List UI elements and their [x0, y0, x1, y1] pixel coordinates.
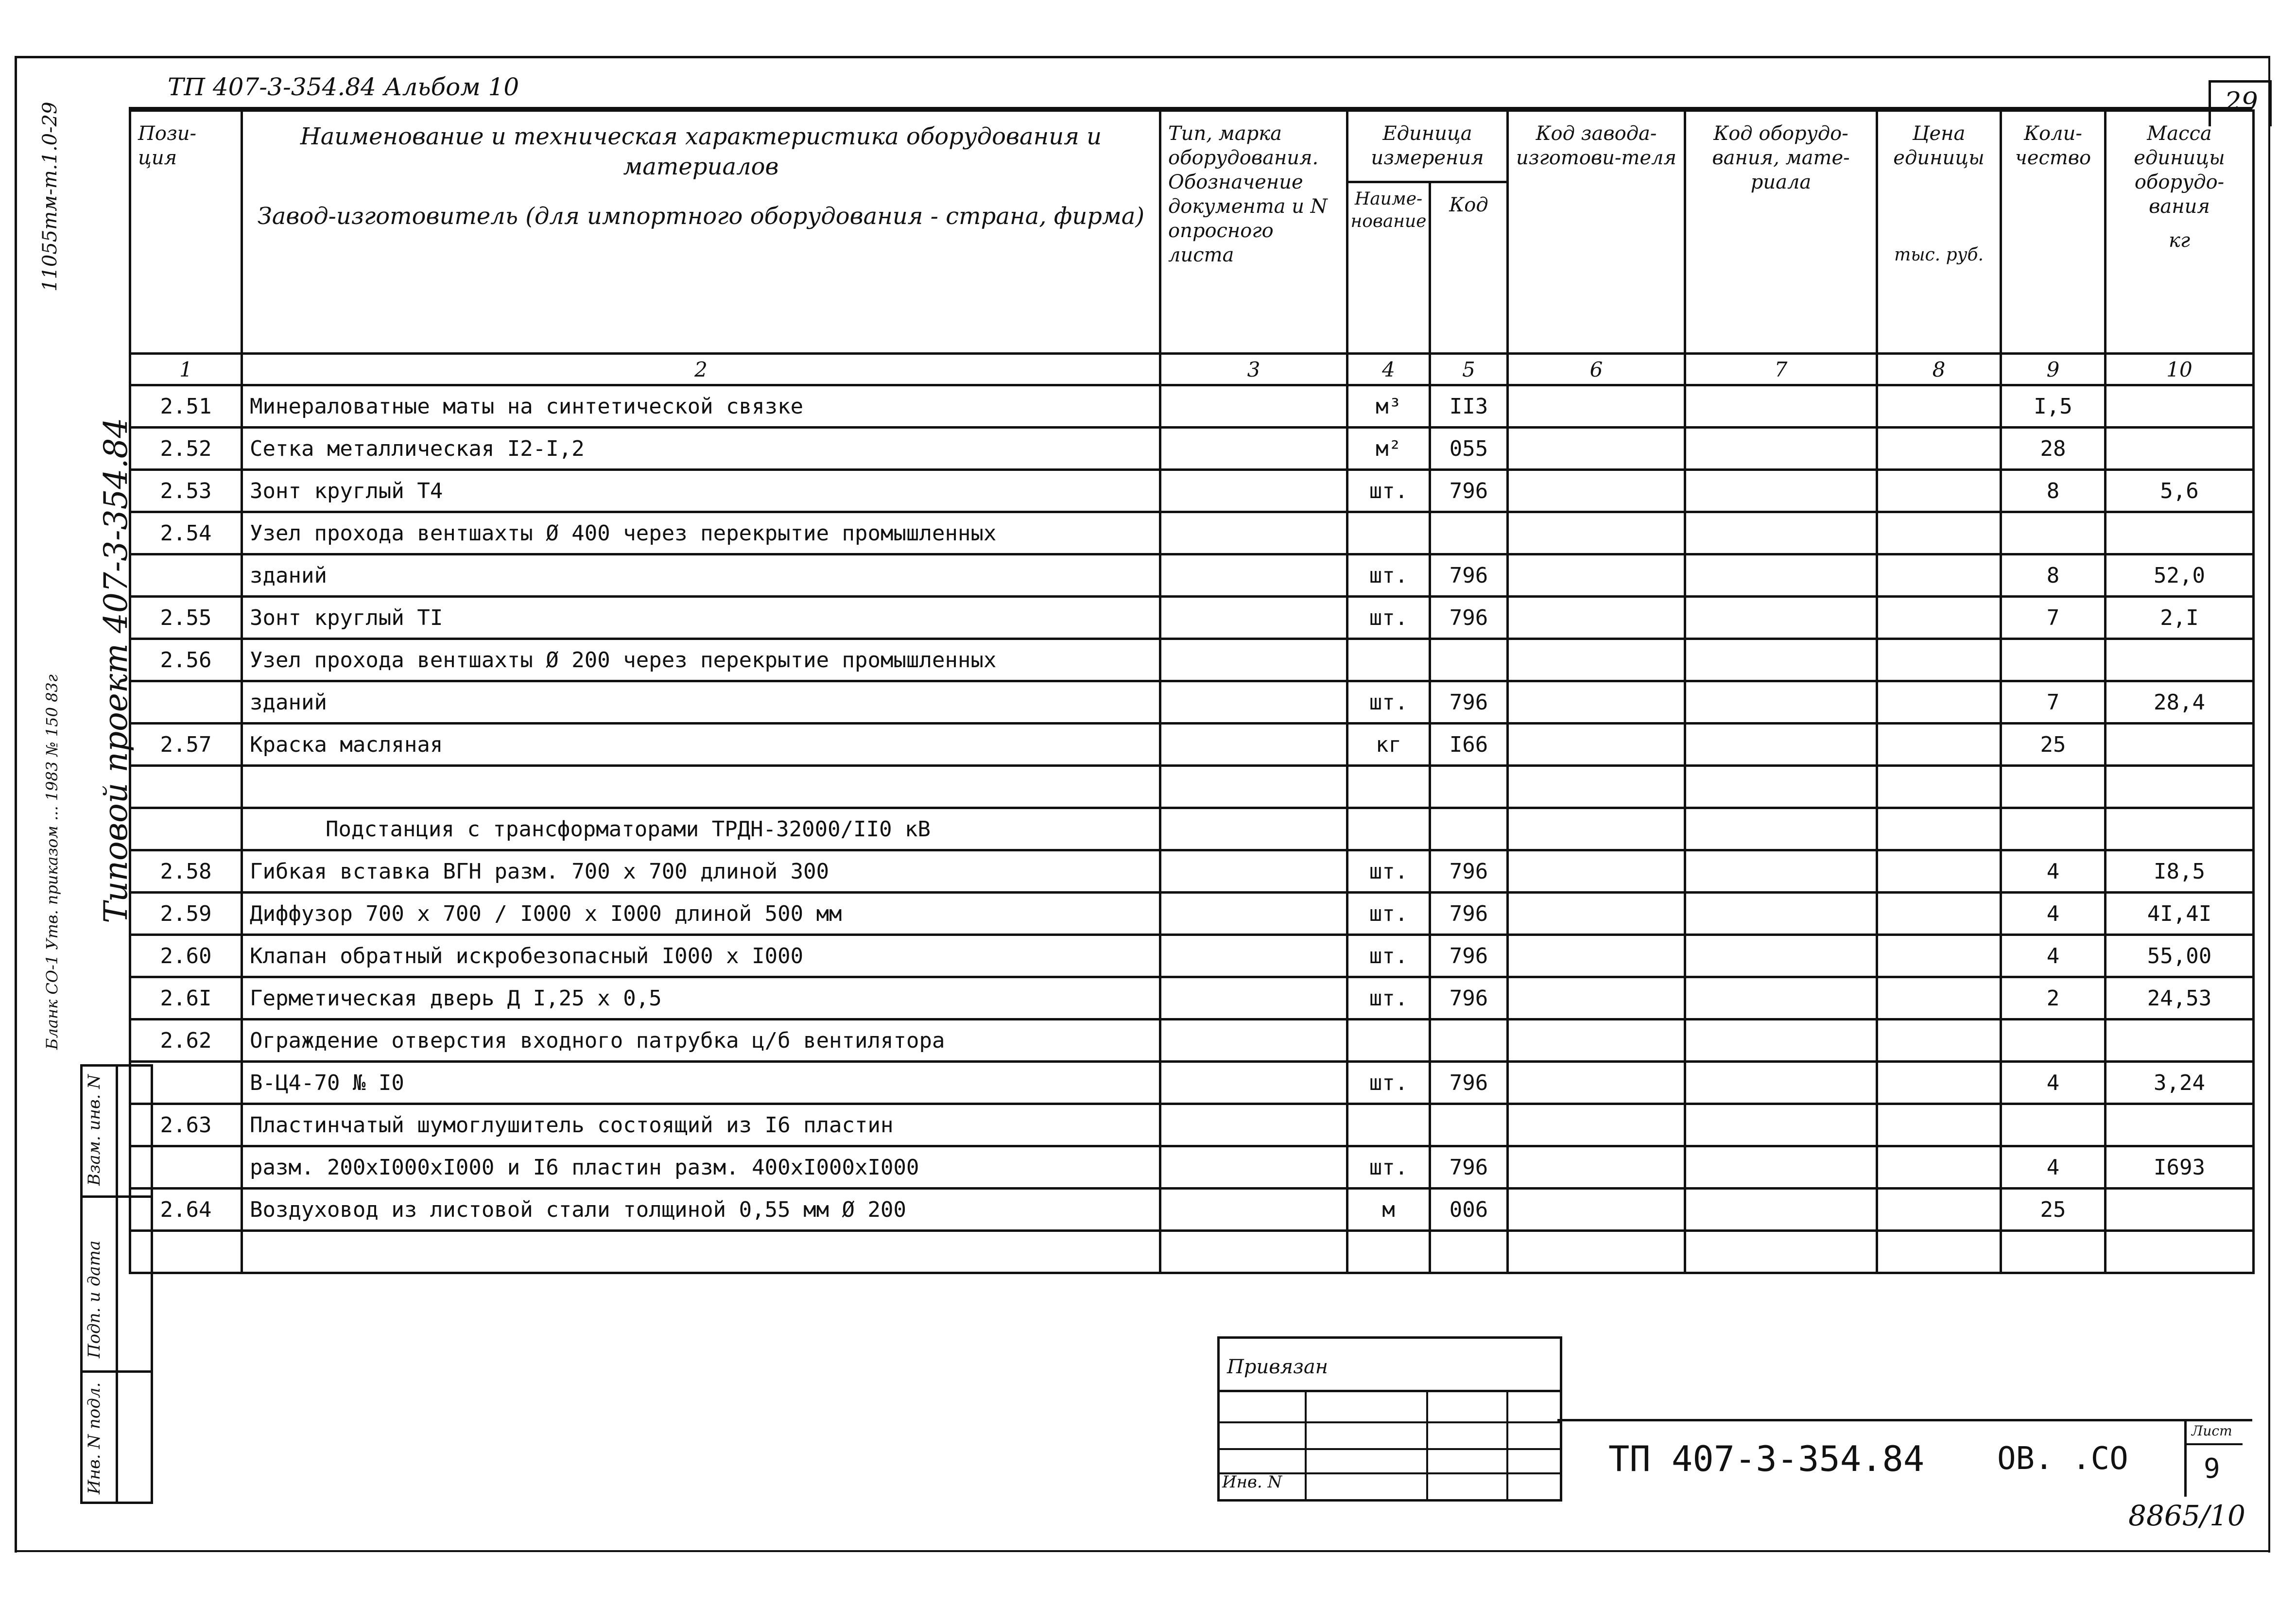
frame-right: [2268, 56, 2270, 1553]
row-equip-code: [1685, 1104, 1877, 1146]
row-plant-code: [1508, 1104, 1685, 1146]
row-qty: 4: [2001, 1146, 2106, 1189]
col-mass-header: [2106, 111, 2254, 354]
row-position: 2.64: [130, 1189, 242, 1231]
row-price: [1877, 1062, 2001, 1104]
row-position: [130, 681, 242, 724]
row-type: [1160, 893, 1347, 935]
stamp-col-2: [1426, 1390, 1428, 1499]
row-qty: 28: [2001, 428, 2106, 470]
table-row: [130, 893, 2254, 935]
side-label-1: Взам. инв. N: [85, 1074, 104, 1186]
side-code: 11055тм-т.1.0-29: [39, 102, 61, 292]
col-name-header: [242, 111, 1160, 354]
row-mass: I693: [2106, 1146, 2254, 1189]
row-mass: [2106, 1189, 2254, 1231]
row-equip-code: [1685, 766, 1877, 808]
row-unit: кг: [1347, 724, 1430, 766]
row-unit: шт.: [1347, 850, 1430, 893]
row-plant-code: [1508, 681, 1685, 724]
row-plant-code: [1508, 1019, 1685, 1062]
row-price: [1877, 639, 2001, 681]
table-row: [130, 597, 2254, 639]
row-unit: [1347, 1231, 1430, 1273]
row-equip-code: [1685, 597, 1877, 639]
col-number: 5: [1430, 354, 1508, 385]
row-unit: шт.: [1347, 597, 1430, 639]
row-mass: [2106, 385, 2254, 428]
row-equip-code: [1685, 385, 1877, 428]
row-qty: 2: [2001, 977, 2106, 1019]
row-type: [1160, 554, 1347, 597]
row-position: 2.59: [130, 893, 242, 935]
row-mass: 55,00: [2106, 935, 2254, 977]
row-unit-code: [1430, 766, 1508, 808]
row-name: В-Ц4-70 № I0: [242, 1062, 1160, 1104]
spec-table: [129, 109, 2255, 1274]
row-qty: 4: [2001, 850, 2106, 893]
row-price: [1877, 385, 2001, 428]
row-position: 2.58: [130, 850, 242, 893]
col-price-header: [1877, 111, 2001, 354]
row-unit-code: 796: [1430, 935, 1508, 977]
row-unit-code: [1430, 808, 1508, 850]
row-unit: шт.: [1347, 893, 1430, 935]
row-qty: [2001, 766, 2106, 808]
row-price: [1877, 597, 2001, 639]
row-unit: [1347, 1019, 1430, 1062]
row-unit-code: 796: [1430, 470, 1508, 512]
col-unit-name: Наиме-нование: [1347, 182, 1430, 354]
row-price: [1877, 428, 2001, 470]
row-type: [1160, 1104, 1347, 1146]
row-type: [1160, 639, 1347, 681]
row-position: [130, 1146, 242, 1189]
row-price: [1877, 1189, 2001, 1231]
row-unit-code: [1430, 1019, 1508, 1062]
sheet-label: Лист: [2192, 1423, 2232, 1439]
row-name: Краска масляная: [242, 724, 1160, 766]
row-qty: 4: [2001, 893, 2106, 935]
row-equip-code: [1685, 1231, 1877, 1273]
col-number: 4: [1347, 354, 1430, 385]
row-position: [130, 1062, 242, 1104]
row-plant-code: [1508, 935, 1685, 977]
row-unit-code: 796: [1430, 977, 1508, 1019]
row-price: [1877, 893, 2001, 935]
row-type: [1160, 935, 1347, 977]
row-name: Зонт круглый ТI: [242, 597, 1160, 639]
row-mass: 3,24: [2106, 1062, 2254, 1104]
stamp-line-1: [1217, 1390, 1560, 1392]
row-type: [1160, 428, 1347, 470]
row-plant-code: [1508, 512, 1685, 554]
side-label-3: Инв. N подл.: [85, 1382, 104, 1494]
table-row: [130, 724, 2254, 766]
top-code: ТП 407-3-354.84 Альбом 10: [168, 73, 519, 101]
row-unit-code: 796: [1430, 893, 1508, 935]
col-number: 3: [1160, 354, 1347, 385]
col-type-header: Тип, марка оборудования. Обозначение документа и N опросного листа: [1160, 111, 1347, 354]
row-mass: 52,0: [2106, 554, 2254, 597]
col-number: 10: [2106, 354, 2254, 385]
row-plant-code: [1508, 850, 1685, 893]
row-name: Герметическая дверь Д I,25 х 0,5: [242, 977, 1160, 1019]
row-type: [1160, 1062, 1347, 1104]
row-unit: [1347, 1104, 1430, 1146]
row-position: 2.54: [130, 512, 242, 554]
row-unit: [1347, 766, 1430, 808]
row-qty: [2001, 639, 2106, 681]
table-row: [130, 1104, 2254, 1146]
frame-left: [15, 56, 17, 1553]
table-row: [130, 1062, 2254, 1104]
col-number: 8: [1877, 354, 2001, 385]
col-name-line1: Наименование и техническая характеристика оборудования и материалов: [300, 123, 1102, 180]
table-row: [130, 385, 2254, 428]
row-qty: 7: [2001, 681, 2106, 724]
row-position: 2.52: [130, 428, 242, 470]
table-row: [130, 512, 2254, 554]
row-price: [1877, 850, 2001, 893]
row-unit: шт.: [1347, 470, 1430, 512]
row-unit: шт.: [1347, 1062, 1430, 1104]
row-name: Зонт круглый Т4: [242, 470, 1160, 512]
page-number: 29: [2225, 86, 2258, 117]
table-row: [130, 850, 2254, 893]
row-unit-code: [1430, 639, 1508, 681]
row-name: Клапан обратный искробезопасный I000 х I000: [242, 935, 1160, 977]
row-type: [1160, 850, 1347, 893]
row-qty: 4: [2001, 935, 2106, 977]
row-price: [1877, 470, 2001, 512]
row-unit-code: 796: [1430, 850, 1508, 893]
col-number: 6: [1508, 354, 1685, 385]
row-qty: [2001, 1231, 2106, 1273]
row-position: [130, 1231, 242, 1273]
row-equip-code: [1685, 428, 1877, 470]
row-plant-code: [1508, 766, 1685, 808]
table-row: [130, 1019, 2254, 1062]
row-name: Узел прохода вентшахты Ø 400 через перекрытие промышленных: [242, 512, 1160, 554]
bottom-code: 8865/10: [2128, 1499, 2245, 1532]
title-block-top: [1557, 1419, 2252, 1421]
side-label-2: Подп. и дата: [85, 1240, 104, 1358]
row-qty: 8: [2001, 554, 2106, 597]
frame-bottom: [15, 1550, 2269, 1552]
row-mass: 28,4: [2106, 681, 2254, 724]
sheet-number: 9: [2204, 1453, 2220, 1485]
row-plant-code: [1508, 639, 1685, 681]
row-equip-code: [1685, 554, 1877, 597]
row-mass: [2106, 1231, 2254, 1273]
table-row: [130, 470, 2254, 512]
row-equip-code: [1685, 639, 1877, 681]
table-row: [130, 808, 2254, 850]
table-row: [130, 1189, 2254, 1231]
row-mass: [2106, 1104, 2254, 1146]
col-plant-header: Код завода-изготови-теля: [1508, 111, 1685, 354]
row-price: [1877, 554, 2001, 597]
row-price: [1877, 724, 2001, 766]
row-position: [130, 808, 242, 850]
table-row: [130, 935, 2254, 977]
row-name: Узел прохода вентшахты Ø 200 через перекрытие промышленных: [242, 639, 1160, 681]
row-equip-code: [1685, 977, 1877, 1019]
row-name: Подстанция с трансформаторами ТРДН-32000/II0 кВ: [242, 808, 1160, 850]
row-name: [242, 766, 1160, 808]
col-qty-header: Коли-чество: [2001, 111, 2106, 354]
row-qty: [2001, 512, 2106, 554]
row-price: [1877, 766, 2001, 808]
table-row: [130, 766, 2254, 808]
row-qty: 4: [2001, 1062, 2106, 1104]
row-position: [130, 766, 242, 808]
row-type: [1160, 681, 1347, 724]
col-name-line2: Завод-изготовитель (для импортного оборудования - страна, фирма): [257, 203, 1145, 230]
row-equip-code: [1685, 850, 1877, 893]
col-unit-group: Единица измерения: [1347, 111, 1508, 182]
row-unit-code: II3: [1430, 385, 1508, 428]
row-type: [1160, 1146, 1347, 1189]
inv-label: Инв. N: [1222, 1472, 1282, 1492]
row-plant-code: [1508, 977, 1685, 1019]
col-unit-code: Код: [1430, 182, 1508, 354]
row-unit: [1347, 512, 1430, 554]
row-mass: [2106, 808, 2254, 850]
row-mass: 5,6: [2106, 470, 2254, 512]
row-mass: 24,53: [2106, 977, 2254, 1019]
col-number: 7: [1685, 354, 1877, 385]
row-unit-code: 796: [1430, 554, 1508, 597]
col-pos-header: Пози-ция: [130, 111, 242, 354]
row-plant-code: [1508, 724, 1685, 766]
row-unit: м³: [1347, 385, 1430, 428]
row-plant-code: [1508, 1189, 1685, 1231]
row-unit-code: I66: [1430, 724, 1508, 766]
row-qty: [2001, 1019, 2106, 1062]
row-price: [1877, 512, 2001, 554]
row-type: [1160, 1231, 1347, 1273]
row-unit-code: 796: [1430, 681, 1508, 724]
row-equip-code: [1685, 724, 1877, 766]
col-price-title: Цена единицы: [1893, 122, 1985, 169]
row-mass: [2106, 428, 2254, 470]
stamp-line-3: [1217, 1448, 1560, 1450]
row-plant-code: [1508, 597, 1685, 639]
row-equip-code: [1685, 1189, 1877, 1231]
row-mass: [2106, 724, 2254, 766]
side-stamp-row2: [80, 1370, 151, 1373]
row-equip-code: [1685, 808, 1877, 850]
row-position: [130, 554, 242, 597]
row-price: [1877, 1019, 2001, 1062]
table-row: [130, 681, 2254, 724]
row-unit: [1347, 808, 1430, 850]
col-equip-header: Код оборудо-вания, мате-риала: [1685, 111, 1877, 354]
row-name: Сетка металлическая I2-I,2: [242, 428, 1160, 470]
row-equip-code: [1685, 893, 1877, 935]
row-name: Минераловатные маты на синтетической связке: [242, 385, 1160, 428]
title-code: ТП 407-3-354.84: [1608, 1438, 1925, 1479]
row-qty: 25: [2001, 724, 2106, 766]
row-name: зданий: [242, 554, 1160, 597]
row-type: [1160, 724, 1347, 766]
col-number: 2: [242, 354, 1160, 385]
col-mass-title: Масса единицы оборудо-вания: [2134, 122, 2225, 218]
row-equip-code: [1685, 1019, 1877, 1062]
row-unit: шт.: [1347, 681, 1430, 724]
row-plant-code: [1508, 1062, 1685, 1104]
row-name: зданий: [242, 681, 1160, 724]
row-type: [1160, 1189, 1347, 1231]
row-name: [242, 1231, 1160, 1273]
row-type: [1160, 512, 1347, 554]
row-price: [1877, 935, 2001, 977]
row-price: [1877, 1231, 2001, 1273]
row-unit-code: 006: [1430, 1189, 1508, 1231]
row-position: 2.56: [130, 639, 242, 681]
row-unit-code: 796: [1430, 597, 1508, 639]
row-name: Диффузор 700 х 700 / I000 х I000 длиной 500 мм: [242, 893, 1160, 935]
row-unit: [1347, 639, 1430, 681]
bound-label: Привязан: [1227, 1356, 1329, 1378]
table-row: [130, 639, 2254, 681]
frame-top: [15, 56, 2269, 58]
row-equip-code: [1685, 1146, 1877, 1189]
row-qty: 25: [2001, 1189, 2106, 1231]
side-project: Типовой проект 407-3-354.84: [97, 417, 135, 923]
table-row: [130, 977, 2254, 1019]
row-name: Пластинчатый шумоглушитель состоящий из I6 пластин: [242, 1104, 1160, 1146]
row-mass: I8,5: [2106, 850, 2254, 893]
row-position: 2.55: [130, 597, 242, 639]
col-number: 1: [130, 354, 242, 385]
row-unit: м²: [1347, 428, 1430, 470]
col-mass-unit: кг: [2168, 229, 2191, 252]
row-name: Ограждение отверстия входного патрубка ц/б вентилятора: [242, 1019, 1160, 1062]
table-row: [130, 428, 2254, 470]
row-plant-code: [1508, 893, 1685, 935]
row-name: Гибкая вставка ВГН разм. 700 х 700 длиной 300: [242, 850, 1160, 893]
row-unit: шт.: [1347, 977, 1430, 1019]
row-mass: [2106, 1019, 2254, 1062]
row-position: 2.57: [130, 724, 242, 766]
row-mass: 2,I: [2106, 597, 2254, 639]
row-qty: [2001, 808, 2106, 850]
row-mass: [2106, 639, 2254, 681]
row-equip-code: [1685, 681, 1877, 724]
table-row: [130, 1146, 2254, 1189]
title-suffix: ОВ. .СО: [1997, 1441, 2128, 1477]
row-price: [1877, 808, 2001, 850]
row-type: [1160, 385, 1347, 428]
row-mass: [2106, 766, 2254, 808]
side-stamp-col: [116, 1064, 118, 1502]
row-unit-code: [1430, 512, 1508, 554]
row-price: [1877, 977, 2001, 1019]
row-qty: I,5: [2001, 385, 2106, 428]
row-plant-code: [1508, 808, 1685, 850]
row-plant-code: [1508, 554, 1685, 597]
stamp-line-2: [1217, 1421, 1560, 1423]
row-unit-code: [1430, 1231, 1508, 1273]
row-unit-code: 055: [1430, 428, 1508, 470]
row-price: [1877, 681, 2001, 724]
row-type: [1160, 808, 1347, 850]
row-unit: шт.: [1347, 935, 1430, 977]
col-number: 9: [2001, 354, 2106, 385]
row-name: Воздуховод из листовой стали толщиной 0,55 мм Ø 200: [242, 1189, 1160, 1231]
row-equip-code: [1685, 512, 1877, 554]
stamp-col-1: [1305, 1390, 1307, 1499]
row-position: 2.53: [130, 470, 242, 512]
table-row: [130, 554, 2254, 597]
row-plant-code: [1508, 1146, 1685, 1189]
row-unit: шт.: [1347, 1146, 1430, 1189]
row-qty: 7: [2001, 597, 2106, 639]
row-equip-code: [1685, 470, 1877, 512]
row-position: 2.63: [130, 1104, 242, 1146]
sheet-box-line: [2184, 1443, 2243, 1445]
row-plant-code: [1508, 1231, 1685, 1273]
row-unit: шт.: [1347, 554, 1430, 597]
row-position: 2.51: [130, 385, 242, 428]
row-mass: 4I,4I: [2106, 893, 2254, 935]
row-position: 2.60: [130, 935, 242, 977]
row-qty: [2001, 1104, 2106, 1146]
row-qty: 8: [2001, 470, 2106, 512]
row-unit: м: [1347, 1189, 1430, 1231]
row-plant-code: [1508, 470, 1685, 512]
row-plant-code: [1508, 385, 1685, 428]
row-type: [1160, 766, 1347, 808]
stamp-col-3: [1506, 1390, 1508, 1499]
row-position: 2.6I: [130, 977, 242, 1019]
row-type: [1160, 597, 1347, 639]
row-unit-code: [1430, 1104, 1508, 1146]
row-equip-code: [1685, 1062, 1877, 1104]
col-price-unit: тыс. руб.: [1894, 245, 1984, 265]
row-mass: [2106, 512, 2254, 554]
row-price: [1877, 1104, 2001, 1146]
side-note: Бланк СО-1 Утв. приказом ... 1983 № 150 83г: [43, 674, 61, 1050]
row-position: 2.62: [130, 1019, 242, 1062]
row-price: [1877, 1146, 2001, 1189]
row-type: [1160, 1019, 1347, 1062]
row-unit-code: 796: [1430, 1062, 1508, 1104]
row-equip-code: [1685, 935, 1877, 977]
table-row: [130, 1231, 2254, 1273]
row-unit-code: 796: [1430, 1146, 1508, 1189]
row-plant-code: [1508, 428, 1685, 470]
row-name: разм. 200хI000хI000 и I6 пластин разм. 400хI000хI000: [242, 1146, 1160, 1189]
row-type: [1160, 977, 1347, 1019]
row-type: [1160, 470, 1347, 512]
